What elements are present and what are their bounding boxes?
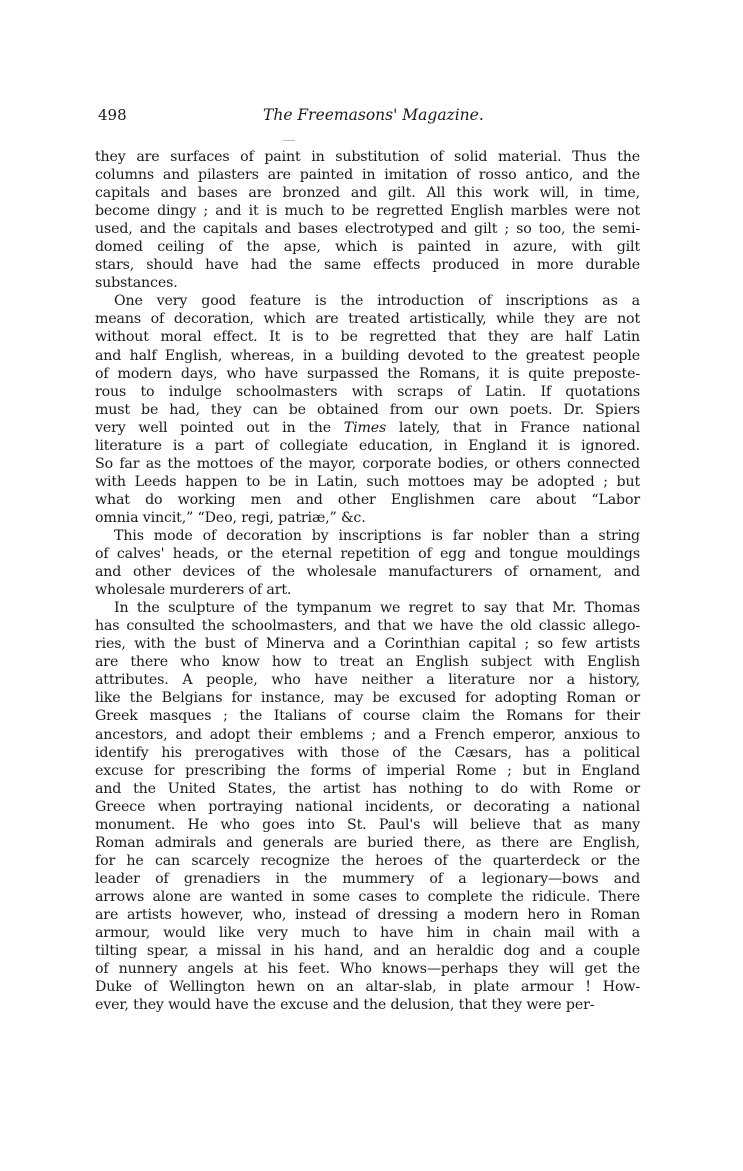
text-line: very well pointed out in the Times lately, that in France national [95, 419, 640, 436]
paragraph [95, 527, 640, 599]
text-line: Greece when portraying national incidents, or decorating a national [95, 798, 640, 815]
text-line: become dingy ; and it is much to be regretted English marbles were not [95, 203, 640, 220]
text-line: Greek masques ; the Italians of course claim the Romans for their [95, 708, 640, 725]
text-line: are artists however, who, instead of dressing a modern hero in Roman [95, 906, 640, 923]
running-title: The Freemasons' Magazine. [263, 106, 484, 124]
text-line: One very good feature is the introduction of inscriptions as a [114, 293, 640, 310]
text-line: of modern days, who have surpassed the Romans, it is quite preposte- [95, 365, 640, 382]
text-line: So far as the mottoes of the mayor, corporate bodies, or others connected [95, 455, 640, 472]
text-line: what do working men and other Englishmen care about “Labor [95, 491, 640, 508]
text-line: of calves' heads, or the eternal repetition of egg and tongue mouldings [95, 546, 640, 563]
text-line: monument. He who goes into St. Paul's will believe that as many [95, 816, 640, 833]
text-line: ever, they would have the excuse and the delusion, that they were per- [95, 997, 595, 1014]
text-line: excuse for prescribing the forms of imperial Rome ; but in England [95, 762, 640, 779]
text-line: of nunnery angels at his feet. Who knows—perhaps they will get the [95, 961, 640, 978]
text-line: columns and pilasters are painted in imitation of rosso antico, and the [95, 167, 640, 184]
text-line: stars, should have had the same effects produced in more durable [95, 257, 640, 274]
italic-title: Times [343, 419, 387, 436]
text-line: In the sculpture of the tympanum we regret to say that Mr. Thomas [114, 600, 640, 617]
text-line: ancestors, and adopt their emblems ; and a French emperor, anxious to [95, 726, 640, 743]
text-line: used, and the capitals and bases electrotyped and gilt ; so too, the semi- [95, 221, 640, 238]
text-line: leader of grenadiers in the mummery of a legionary—bows and [95, 870, 640, 887]
text-line: must be had, they can be obtained from our own poets. Dr. Spiers [95, 401, 640, 418]
text-line: for he can scarcely recognize the heroes of the quarterdeck or the [95, 852, 640, 869]
text-line: wholesale murderers of art. [95, 582, 292, 599]
text-line: literature is a part of collegiate education, in England it is ignored. [95, 437, 640, 454]
text-line: and other devices of the wholesale manufacturers of ornament, and [95, 564, 640, 581]
text-line: are there who know how to treat an English subject with English [95, 654, 640, 671]
header-rule [283, 140, 295, 141]
text-line: arrows alone are wanted in some cases to complete the ridicule. There [95, 888, 640, 905]
paragraph [95, 599, 640, 1014]
text-line: Duke of Wellington hewn on an altar-slab, in plate armour ! How- [95, 979, 640, 996]
text-line: omnia vincit,” “Deo, regi, patriæ,” &c. [95, 509, 366, 526]
text-line: substances. [95, 275, 178, 292]
page-number: 498 [98, 106, 127, 124]
text-line: means of decoration, which are treated artistically, while they are not [95, 311, 640, 328]
text-line: without moral effect. It is to be regretted that they are half Latin [95, 329, 640, 346]
text-line: with Leeds happen to be in Latin, such mottoes may be adopted ; but [95, 473, 640, 490]
article-body [95, 148, 640, 1014]
text-line: attributes. A people, who have neither a literature nor a history, [95, 672, 640, 689]
text-line: armour, would like very much to have him in chain mail with a [95, 925, 640, 942]
text-line: rous to indulge schoolmasters with scraps of Latin. If quotations [95, 383, 640, 400]
text-line: tilting spear, a missal in his hand, and an heraldic dog and a couple [95, 943, 640, 960]
text-line: and the United States, the artist has nothing to do with Rome or [95, 780, 640, 797]
text-line: Roman admirals and generals are buried there, as there are English, [95, 834, 640, 851]
text-line: This mode of decoration by inscriptions is far nobler than a string [114, 527, 640, 544]
text-line: identify his prerogatives with those of the Cæsars, has a political [95, 744, 640, 761]
text-line: like the Belgians for instance, may be excused for adopting Roman or [95, 690, 640, 707]
text-line: they are surfaces of paint in substitution of solid material. Thus the [95, 149, 640, 165]
text-line: domed ceiling of the apse, which is painted in azure, with gilt [95, 239, 640, 256]
page-header [98, 106, 638, 128]
paragraph [95, 148, 640, 292]
text-line: capitals and bases are bronzed and gilt. All this work will, in time, [95, 185, 640, 202]
text-line: ries, with the bust of Minerva and a Corinthian capital ; so few artists [95, 636, 640, 653]
text-line: has consulted the schoolmasters, and that we have the old classic allego- [95, 618, 640, 635]
paragraph [95, 292, 640, 527]
text-line: and half English, whereas, in a building devoted to the greatest people [95, 347, 640, 364]
